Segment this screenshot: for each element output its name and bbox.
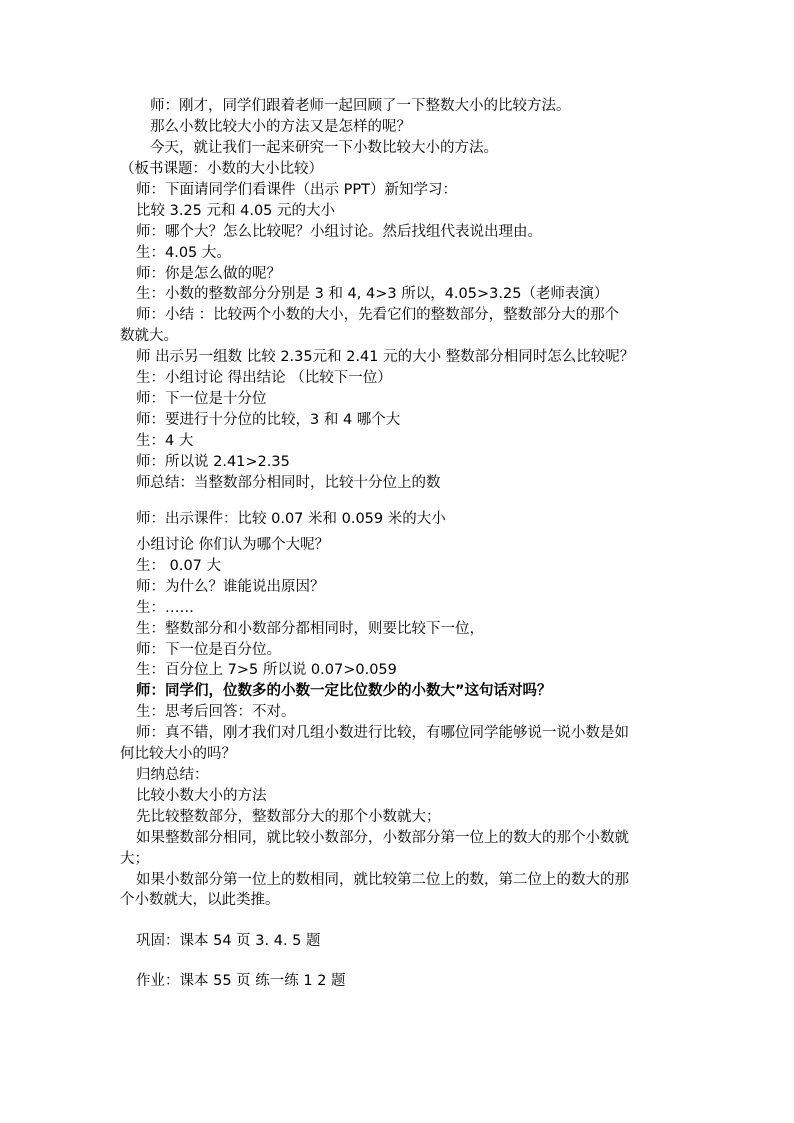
text-line: 师：你是怎么做的呢？: [136, 266, 281, 282]
text-line: 师：真不错，刚才我们对几组小数进行比较，有哪位同学能够说一说小数是如: [136, 725, 629, 741]
text-line: 何比较大小的吗？: [120, 746, 236, 762]
text-line: 生：思考后回答：不对。: [136, 704, 296, 720]
text-line: 生：4 大: [136, 433, 194, 449]
text-line: 师：为什么？谁能说出原因？: [136, 579, 325, 595]
text-line: 师：下一位是百分位。: [136, 642, 281, 658]
text-line: 那么小数比较大小的方法又是怎样的呢？: [150, 119, 411, 135]
text-line: 比较小数大小的方法: [136, 788, 267, 804]
text-line: 师：哪个大？怎么比较呢？小组讨论。然后找组代表说出理由。: [136, 224, 542, 240]
text-line: 个小数就大，以此类推。: [120, 892, 280, 908]
text-line: 师：下面请同学们看课件（出示 PPT）新知学习：: [136, 182, 457, 198]
text-line: 如果整数部分相同，就比较小数部分，小数部分第一位上的数大的那个小数就: [136, 830, 629, 846]
text-line: 师：出示课件：比较 0.07 米和 0.059 米的大小: [136, 511, 446, 527]
text-line: 小组讨论 你们认为哪个大呢？: [136, 537, 330, 553]
text-line: 生：百分位上 7>5 所以说 0.07>0.059: [136, 662, 397, 678]
text-line: 生：小组讨论 得出结论 （比较下一位）: [136, 370, 392, 386]
text-line: 师：下一位是十分位: [136, 391, 267, 407]
text-line: 生： 0.07 大: [136, 558, 222, 574]
text-line: 作业：课本 55 页 练一练 1 2 题: [136, 973, 346, 989]
text-line: 师总结：当整数部分相同时，比较十分位上的数: [136, 475, 441, 491]
text-line: 先比较整数部分，整数部分大的那个小数就大；: [136, 809, 441, 825]
text-line: 师：要进行十分位的比较，3 和 4 哪个大: [136, 412, 401, 428]
text-line: 生：……: [136, 600, 194, 616]
text-line: 如果小数部分第一位上的数相同，就比较第二位上的数，第二位上的数大的那: [136, 872, 629, 888]
text-line: 巩固：课本 54 页 3. 4. 5 题: [136, 933, 321, 949]
text-line: （板书课题：小数的大小比较）: [120, 161, 323, 177]
text-line: 归纳总结：: [136, 767, 209, 783]
text-line: 数就大。: [120, 328, 178, 344]
text-line: 生：4.05 大。: [136, 245, 231, 261]
text-line: 比较 3.25 元和 4.05 元的大小: [136, 203, 336, 219]
text-line: 师：小结 ：比较两个小数的大小，先看它们的整数部分，整数部分大的那个: [136, 307, 620, 323]
text-line: 师：刚才，同学们跟着老师一起回顾了一下整数大小的比较方法。: [150, 98, 571, 114]
text-line: 今天，就让我们一起来研究一下小数比较大小的方法。: [150, 140, 498, 156]
text-line: 师：所以说 2.41>2.35: [136, 454, 290, 470]
text-line: 大；: [120, 851, 149, 867]
text-line: 生：整数部分和小数部分都相同时，则要比较下一位，: [136, 621, 484, 637]
text-line: 生：小数的整数部分分别是 3 和 4, 4>3 所以，4.05>3.25（老师表演）: [136, 286, 609, 302]
text-line-bold: 师：同学们，位数多的小数一定比位数少的小数大”这句话对吗？: [136, 683, 552, 699]
text-line: 师 出示另一组数 比较 2.35元和 2.41 元的大小 整数部分相同时怎么比较呢？: [136, 349, 635, 365]
